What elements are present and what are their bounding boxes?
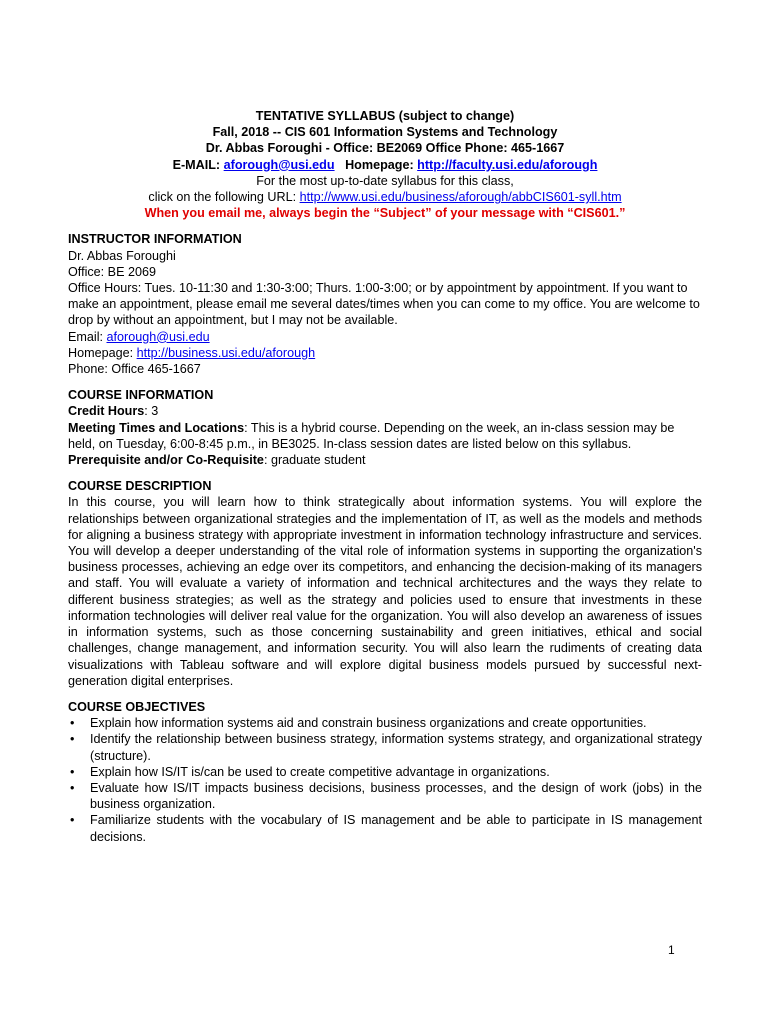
instructor-homepage-link[interactable]: http://business.usi.edu/aforough bbox=[136, 345, 316, 360]
instructor-phone: Phone: Office 465-1667 bbox=[68, 362, 201, 377]
instructor-name: Dr. Abbas Foroughi bbox=[68, 248, 176, 263]
homepage-label: Homepage: bbox=[345, 157, 414, 172]
course-info-heading: COURSE INFORMATION bbox=[68, 388, 214, 403]
description-heading: COURSE DESCRIPTION bbox=[68, 479, 212, 494]
instructor-office: Office: BE 2069 bbox=[68, 264, 156, 279]
prereq-value: : graduate student bbox=[263, 453, 366, 468]
email-subject-note: When you email me, always begin the “Subject” of your message with “CIS601.” bbox=[144, 206, 626, 221]
course-title: Fall, 2018 -- CIS 601 Information Systems and Technology bbox=[212, 125, 558, 140]
syllabus-content bbox=[68, 108, 702, 845]
instructor-email-line bbox=[68, 329, 702, 345]
contact-line bbox=[68, 157, 702, 173]
credit-label: Credit Hours bbox=[68, 404, 145, 419]
description-section bbox=[68, 478, 702, 689]
page-number: 1 bbox=[668, 943, 675, 957]
objectives-heading: COURSE OBJECTIVES bbox=[68, 699, 206, 714]
objective-item: • Familiarize students with the vocabulary of IS management and be able to participate in IS management decisions. bbox=[90, 812, 702, 844]
header-homepage-link[interactable]: http://faculty.usi.edu/aforough bbox=[417, 157, 598, 172]
objectives-section bbox=[68, 699, 702, 845]
instructor-email-label: Email: bbox=[68, 329, 103, 344]
syllabus-url-line bbox=[68, 189, 702, 205]
objective-item: • Evaluate how IS/IT impacts business decisions, business processes, and the design of work (jobs) in the business organization. bbox=[90, 780, 702, 812]
instructor-email-link[interactable]: aforough@usi.edu bbox=[106, 329, 210, 344]
instructor-homepage-line bbox=[68, 345, 702, 361]
description-text: In this course, you will learn how to think strategically about information systems. You will explore the relationships between organizational strategies and the implementation of IT, as well as the models and methods for aligning a business strategy with appropriate investment in information technology infrastructure and services. You will develop a deeper understanding of the vital role of information systems in supporting the organization's business processes, achieving an edge over its competitors, and enhancing the decision-making of its managers and staff. You will evaluate a variety of information and technical architectures and the ways they relate to different business strategies; as well as the strategy and policies used to ensure that investments in these information technologies will deliver real value for the organization. You will also develop an awareness of issues in information systems, such as those concerning sustainability and green initiatives, ethical and social challenges, change management, and information security. You will also learn the rudiments of creating data visualizations with Tableau software and will explore digital business models pursued by successful next-generation digital enterprises. bbox=[68, 495, 702, 688]
syllabus-header bbox=[68, 108, 702, 221]
email-label: E-MAIL: bbox=[172, 157, 221, 172]
header-email-link[interactable]: aforough@usi.edu bbox=[223, 157, 335, 172]
instructor-line: Dr. Abbas Foroughi - Office: BE2069 Office Phone: 465-1667 bbox=[205, 141, 565, 156]
instructor-homepage-label: Homepage: bbox=[68, 345, 134, 360]
syllabus-url-link[interactable]: http://www.usi.edu/business/aforough/abbCIS601-syll.htm bbox=[299, 190, 622, 205]
objective-item: • Explain how information systems aid and constrain business organizations and create opportunities. bbox=[90, 715, 702, 731]
credit-hours bbox=[68, 403, 702, 419]
instructor-heading: INSTRUCTOR INFORMATION bbox=[68, 232, 242, 247]
url-prefix: click on the following URL: bbox=[148, 190, 297, 205]
instructor-section bbox=[68, 231, 702, 377]
meeting-value: : This is a hybrid course. Depending on the week, an in-class session may be held, on Tuesday, 6:00-8:45 p.m., in BE3025. In-class session dates are listed below on this syllabus. bbox=[68, 420, 675, 451]
office-hours: Office Hours: Tues. 10-11:30 and 1:30-3:00; Thurs. 1:00-3:00; or by appointment by appointment. If you want to make an appointment, please email me several dates/times when you can come to my office. You are welcome to drop by without an appointment, but I may not be available. bbox=[68, 281, 700, 328]
objective-item: • Explain how IS/IT is/can be used to create competitive advantage in organizations. bbox=[90, 764, 702, 780]
meeting-times bbox=[68, 420, 702, 452]
syllabus-title: TENTATIVE SYLLABUS (subject to change) bbox=[255, 109, 515, 123]
objective-item: • Identify the relationship between business strategy, information systems strategy, and organizational strategy (structure). bbox=[90, 731, 702, 763]
prerequisite bbox=[68, 452, 702, 468]
syllabus-note: For the most up-to-date syllabus for this class, bbox=[256, 173, 514, 188]
meeting-label: Meeting Times and Locations bbox=[68, 420, 245, 435]
credit-value: : 3 bbox=[144, 404, 159, 419]
objectives-list bbox=[68, 715, 702, 845]
course-info-section bbox=[68, 387, 702, 468]
prereq-label: Prerequisite and/or Co-Requisite bbox=[68, 453, 264, 468]
